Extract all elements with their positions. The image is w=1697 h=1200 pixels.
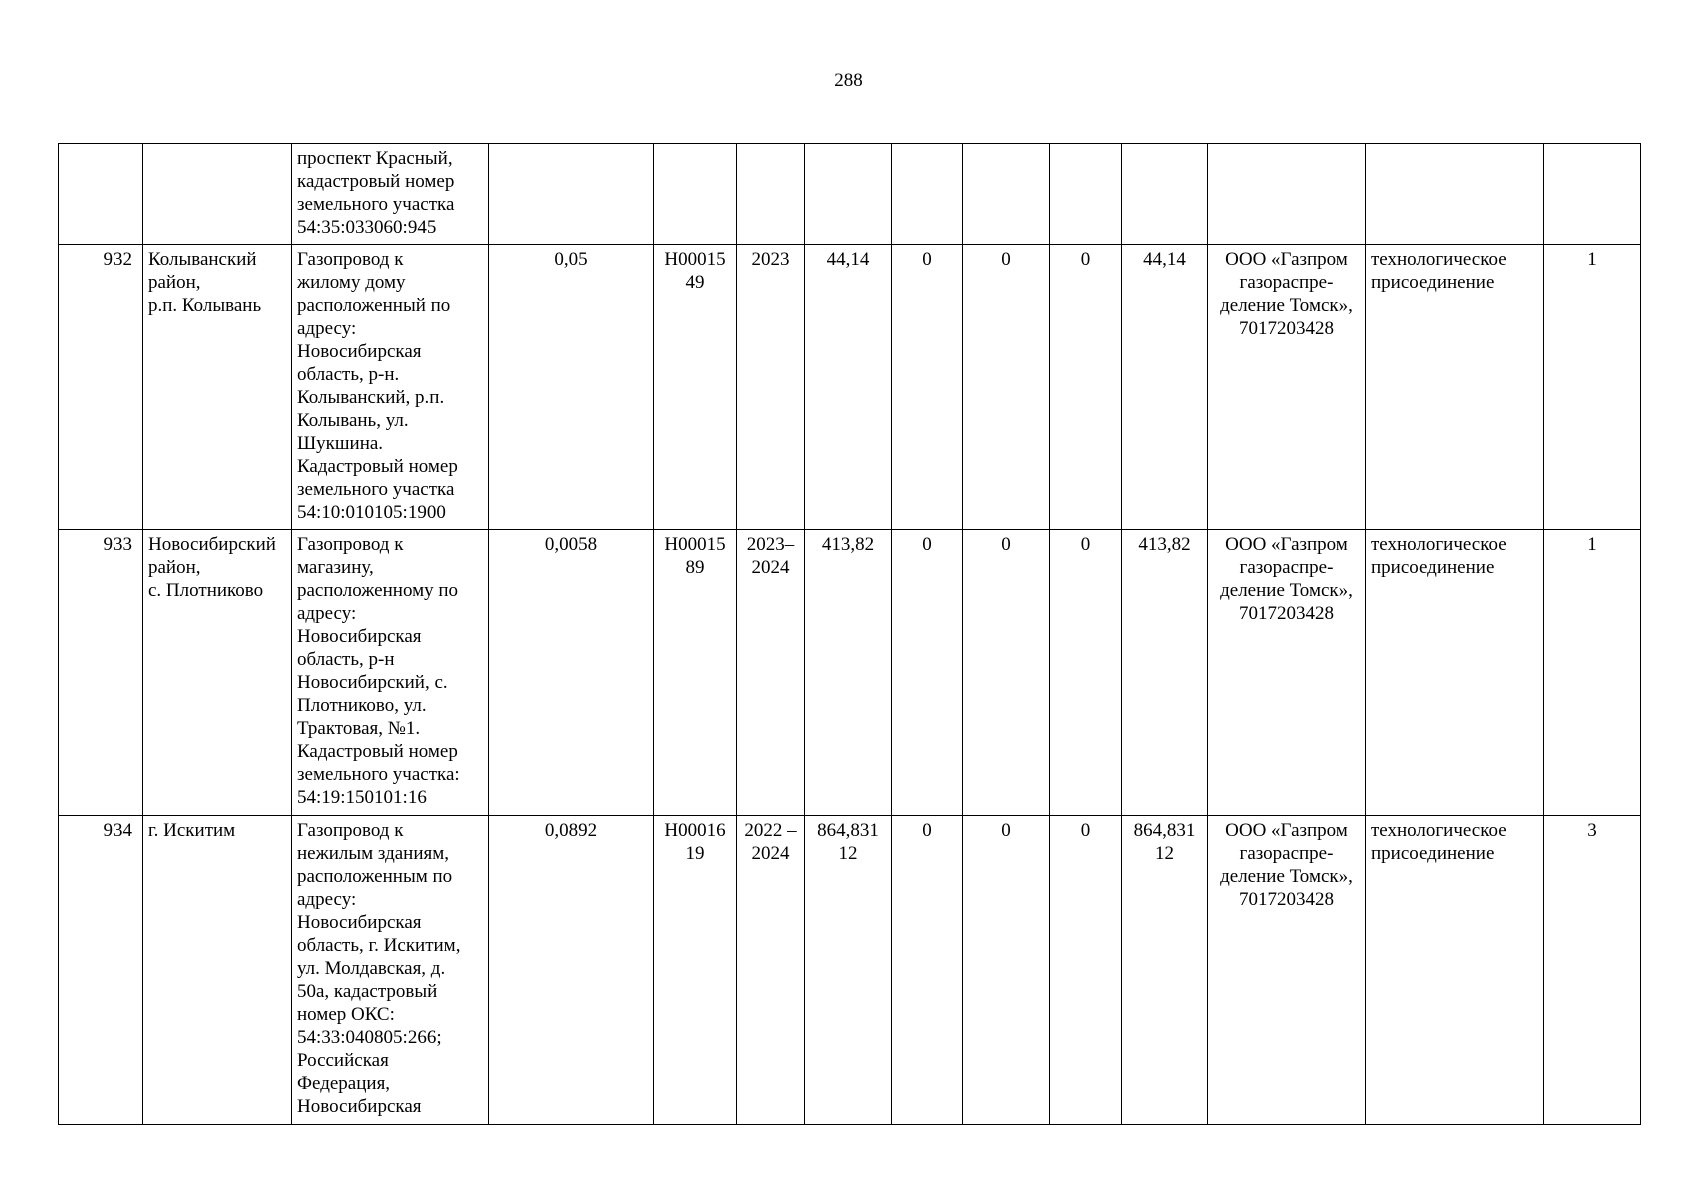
cell-location: [143, 816, 292, 1125]
cell-object-line: земельного участка: [297, 479, 455, 500]
cell-object: [292, 816, 489, 1125]
cell-value-2: 0: [963, 816, 1050, 1125]
cell-length: 0,0892: [489, 816, 654, 1125]
cell-organization-line: 7017203428: [1239, 318, 1334, 339]
cell-object: [292, 144, 489, 245]
cell-organization-line: газораспре-: [1239, 843, 1334, 864]
cell-organization-line: газораспре-: [1239, 557, 1334, 578]
cell-object-line: кадастровый номер: [297, 171, 455, 192]
cell-object-line: Газопровод к: [297, 249, 404, 270]
cell-purpose-line: присоединение: [1371, 843, 1495, 864]
cell-object-line: адресу:: [297, 889, 357, 910]
cell-purpose: [1366, 245, 1544, 530]
cell-value-3: 0: [1050, 816, 1122, 1125]
cell-years-line: 2022 –: [744, 820, 797, 841]
cell-object-line: Колыванский, р.п.: [297, 387, 445, 408]
cell-years-line: 2024: [751, 557, 790, 578]
cell-object-line: Плотниково, ул.: [297, 695, 427, 716]
cell-organization-line: газораспре-: [1239, 272, 1334, 293]
cell-object: [292, 530, 489, 816]
cell-location-line: район,: [148, 557, 201, 578]
cell-location: [143, 530, 292, 816]
table-row: [59, 245, 1641, 530]
cell-object-line: расположенным по: [297, 866, 453, 887]
cell-object-line: Трактовая, №1.: [297, 718, 421, 739]
cell-object-line: Газопровод к: [297, 534, 404, 555]
cell-object-line: земельного участка: [297, 194, 455, 215]
cell-row-number: 932: [59, 245, 143, 530]
cell-purpose-line: присоединение: [1371, 557, 1495, 578]
cell-count: [1544, 144, 1641, 245]
cell-total: [1122, 530, 1208, 816]
cell-code-line: 49: [685, 272, 705, 293]
cell-object-line: расположенному по: [297, 580, 459, 601]
page-number: 288: [834, 70, 863, 91]
cell-row-number: 934: [59, 816, 143, 1125]
cell-years-line: 2023: [751, 249, 790, 270]
cell-organization: [1208, 816, 1366, 1125]
cell-object-line: Федерация,: [297, 1073, 391, 1094]
cell-organization-line: 7017203428: [1239, 889, 1334, 910]
cell-code: [654, 144, 737, 245]
cell-object-line: область, р-н.: [297, 364, 400, 385]
cell-years: [737, 530, 805, 816]
table-row: [59, 144, 1641, 245]
cell-location-line: г. Искитим: [148, 820, 236, 841]
cell-count: 1: [1544, 530, 1641, 816]
cell-length: 0,05: [489, 245, 654, 530]
cell-code-line: Н00015: [664, 249, 726, 270]
cell-object-line: 50а, кадастровый: [297, 981, 438, 1002]
cell-location-line: р.п. Колывань: [148, 295, 262, 316]
cell-purpose-line: присоединение: [1371, 272, 1495, 293]
cell-object-line: Колывань, ул.: [297, 410, 409, 431]
cell-code-line: 19: [685, 843, 705, 864]
cell-length: [489, 144, 654, 245]
cell-object-line: номер ОКС:: [297, 1004, 395, 1025]
cell-total-line: 864,831: [1133, 820, 1196, 841]
cell-object-line: адресу:: [297, 603, 357, 624]
cell-total: [1122, 144, 1208, 245]
cell-value-2: [963, 144, 1050, 245]
cell-code-line: Н00015: [664, 534, 726, 555]
table-row: [59, 816, 1641, 1125]
cell-code-line: 89: [685, 557, 705, 578]
cell-code: [654, 816, 737, 1125]
cell-purpose: [1366, 530, 1544, 816]
cell-organization-line: ООО «Газпром: [1225, 534, 1348, 555]
cell-purpose-line: технологическое: [1371, 249, 1507, 270]
cell-object-line: Газопровод к: [297, 820, 404, 841]
cell-value-1: 0: [892, 530, 963, 816]
cell-object-line: 54:33:040805:266;: [297, 1027, 442, 1048]
cell-organization-line: деление Томск»,: [1220, 295, 1353, 316]
cell-code: [654, 245, 737, 530]
cell-cost-line: 12: [838, 843, 858, 864]
cell-location-line: район,: [148, 272, 201, 293]
cell-object-line: 54:10:010105:1900: [297, 502, 446, 523]
cell-organization-line: ООО «Газпром: [1225, 249, 1348, 270]
cell-cost-line: 864,831: [817, 820, 879, 841]
cell-location: [143, 245, 292, 530]
cell-row-number: 933: [59, 530, 143, 816]
cell-cost-line: 413,82: [821, 534, 875, 555]
cell-value-3: 0: [1050, 245, 1122, 530]
cell-value-3: 0: [1050, 530, 1122, 816]
cell-years: [737, 245, 805, 530]
cell-purpose: [1366, 816, 1544, 1125]
cell-years: [737, 144, 805, 245]
cell-object-line: 54:19:150101:16: [297, 787, 427, 808]
cell-object-line: жилому дому: [297, 272, 406, 293]
cell-organization-line: ООО «Газпром: [1225, 820, 1348, 841]
cell-location-line: Новосибирский: [148, 534, 276, 555]
cell-row-number: [59, 144, 143, 245]
cell-code-line: Н00016: [664, 820, 726, 841]
cell-object-line: земельного участка:: [297, 764, 460, 785]
cell-value-2: 0: [963, 530, 1050, 816]
cell-object-line: Шукшина.: [297, 433, 384, 454]
cell-object-line: область, г. Искитим,: [297, 935, 461, 956]
cell-cost: [805, 144, 892, 245]
cell-object-line: Новосибирская: [297, 626, 422, 647]
cell-object-line: ул. Молдавская, д.: [297, 958, 446, 979]
cell-object-line: Кадастровый номер: [297, 741, 458, 762]
cell-object-line: проспект Красный,: [297, 148, 453, 169]
cell-object-line: нежилым зданиям,: [297, 843, 450, 864]
cell-object-line: Кадастровый номер: [297, 456, 458, 477]
cell-total: [1122, 816, 1208, 1125]
cell-cost: [805, 245, 892, 530]
infrastructure-table: [58, 143, 1641, 1125]
cell-object-line: область, р-н: [297, 649, 395, 670]
cell-code: [654, 530, 737, 816]
cell-object-line: расположенный по: [297, 295, 451, 316]
cell-cost-line: 44,14: [826, 249, 870, 270]
cell-organization: [1208, 530, 1366, 816]
cell-length: 0,0058: [489, 530, 654, 816]
cell-organization: [1208, 245, 1366, 530]
cell-object-line: адресу:: [297, 318, 357, 339]
cell-value-1: [892, 144, 963, 245]
cell-total-line: 12: [1155, 843, 1174, 864]
cell-object-line: 54:35:033060:945: [297, 217, 437, 238]
cell-total-line: 44,14: [1143, 249, 1186, 270]
cell-years-line: 2024: [751, 843, 790, 864]
cell-value-1: 0: [892, 816, 963, 1125]
cell-cost: [805, 816, 892, 1125]
cell-purpose: [1366, 144, 1544, 245]
cell-count: 1: [1544, 245, 1641, 530]
cell-object-line: магазину,: [297, 557, 374, 578]
cell-organization-line: деление Томск»,: [1220, 580, 1353, 601]
cell-total: [1122, 245, 1208, 530]
cell-location: [143, 144, 292, 245]
cell-organization-line: 7017203428: [1239, 603, 1334, 624]
cell-years: [737, 816, 805, 1125]
cell-total-line: 413,82: [1138, 534, 1191, 555]
cell-location-line: с. Плотниково: [148, 580, 264, 601]
cell-object: [292, 245, 489, 530]
cell-object-line: Российская: [297, 1050, 389, 1071]
cell-value-3: [1050, 144, 1122, 245]
cell-purpose-line: технологическое: [1371, 820, 1507, 841]
cell-years-line: 2023–: [746, 534, 795, 555]
cell-purpose-line: технологическое: [1371, 534, 1507, 555]
cell-organization-line: деление Томск»,: [1220, 866, 1353, 887]
cell-object-line: Новосибирская: [297, 912, 422, 933]
cell-value-1: 0: [892, 245, 963, 530]
cell-location-line: Колыванский: [148, 249, 257, 270]
cell-object-line: Новосибирская: [297, 1096, 422, 1117]
cell-object-line: Новосибирская: [297, 341, 422, 362]
cell-object-line: Новосибирский, с.: [297, 672, 448, 693]
cell-organization: [1208, 144, 1366, 245]
cell-cost: [805, 530, 892, 816]
cell-count: 3: [1544, 816, 1641, 1125]
cell-value-2: 0: [963, 245, 1050, 530]
table-row: [59, 530, 1641, 816]
